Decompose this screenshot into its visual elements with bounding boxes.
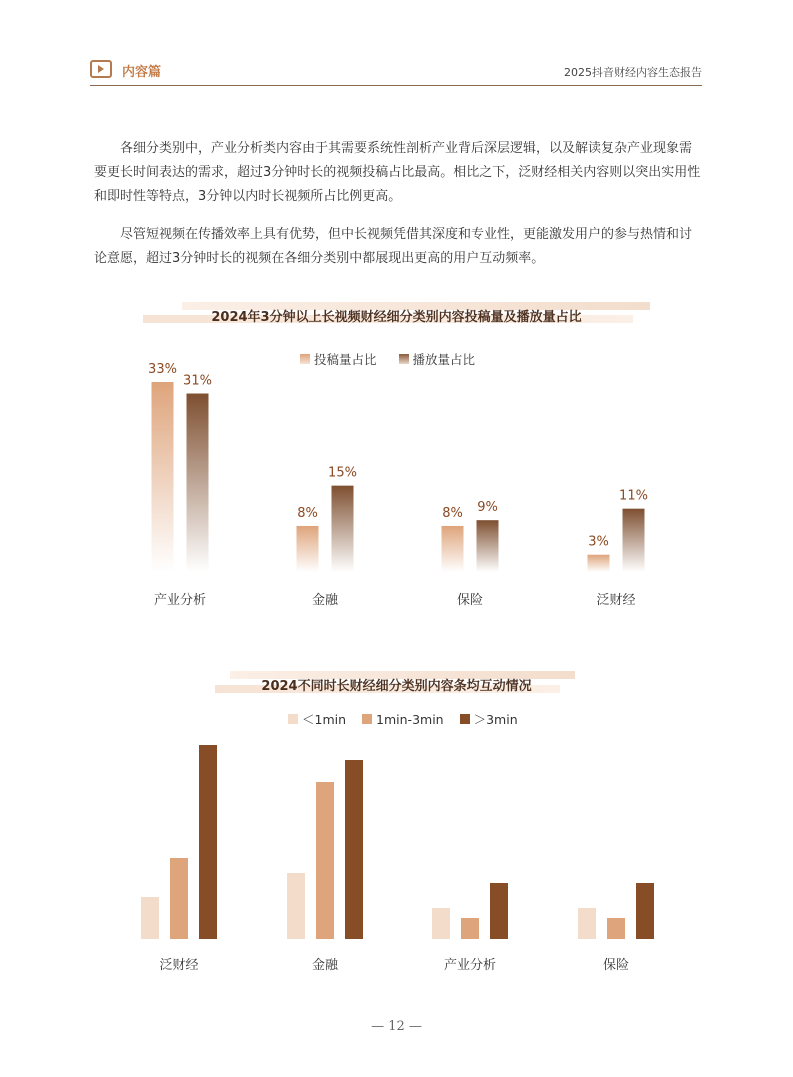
data-label: 31% bbox=[183, 373, 212, 389]
header-divider bbox=[90, 85, 702, 86]
bar bbox=[287, 873, 305, 939]
chart-1-bar-chart bbox=[0, 360, 793, 620]
data-label: 9% bbox=[477, 500, 498, 516]
chart-2-bar-chart bbox=[0, 730, 793, 980]
category-label: 泛财经 bbox=[596, 593, 636, 608]
bar bbox=[345, 760, 363, 939]
bar bbox=[490, 883, 508, 939]
data-label: 3% bbox=[588, 534, 609, 550]
bar bbox=[588, 555, 610, 572]
data-label: 33% bbox=[148, 362, 177, 377]
bar bbox=[187, 394, 209, 572]
category-label: 产业分析 bbox=[443, 958, 497, 973]
page-header bbox=[90, 58, 702, 86]
bar bbox=[199, 745, 217, 939]
bar bbox=[442, 526, 464, 572]
bar bbox=[461, 918, 479, 939]
category-label: 保险 bbox=[602, 958, 630, 973]
legend-label: 投稿量占比 bbox=[314, 352, 377, 367]
data-label: 15% bbox=[328, 465, 357, 481]
bar bbox=[477, 520, 499, 572]
paragraph-1: 各细分类别中，产业分析类内容由于其需要系统性剖析产业背后深层逻辑，以及解读复杂产业现象需要更长时间表达的需求，超过3分钟时长的视频投稿占比最高。相比之下，泛财经相关内容则以突出实用性和即时性等特点，3分钟以内时长视频所占比例更高。 bbox=[94, 141, 701, 204]
section-label: 内容篇 bbox=[122, 65, 162, 80]
bar bbox=[578, 908, 596, 939]
legend-label: ＜1min bbox=[302, 712, 347, 727]
bar bbox=[607, 918, 625, 939]
chart-1-title: 2024年3分钟以上长视频财经细分类别内容投稿量及播放量占比 bbox=[211, 310, 582, 325]
page-number: — 12 — bbox=[371, 1019, 422, 1034]
chart-2-legend bbox=[288, 710, 540, 728]
bar bbox=[432, 908, 450, 939]
legend-label: 播放量占比 bbox=[412, 352, 476, 367]
bar bbox=[141, 897, 159, 939]
category-label: 保险 bbox=[456, 593, 484, 608]
legend-label: 1min-3min bbox=[376, 711, 444, 727]
data-label: 11% bbox=[619, 488, 648, 504]
bar bbox=[170, 858, 188, 939]
bar bbox=[152, 382, 174, 572]
report-title: 2025抖音财经内容生态报告 bbox=[564, 66, 702, 79]
legend-swatch bbox=[288, 714, 298, 724]
category-label: 泛财经 bbox=[159, 958, 199, 973]
data-label: 8% bbox=[442, 505, 463, 521]
legend-item bbox=[362, 712, 444, 727]
legend-item bbox=[460, 710, 518, 728]
bar bbox=[623, 509, 645, 572]
category-label: 产业分析 bbox=[153, 593, 207, 608]
legend-swatch bbox=[362, 714, 372, 724]
bar bbox=[316, 782, 334, 939]
category-label: 金融 bbox=[311, 593, 339, 608]
data-label: 8% bbox=[297, 505, 318, 521]
bar bbox=[636, 883, 654, 939]
legend-swatch bbox=[460, 714, 470, 724]
chart-2-title: 2024不同时长财经细分类别内容条均互动情况 bbox=[261, 679, 532, 694]
bar bbox=[332, 486, 354, 572]
video-play-icon bbox=[90, 60, 112, 78]
bar bbox=[297, 526, 319, 572]
paragraph-2: 尽管短视频在传播效率上具有优势，但中长视频凭借其深度和专业性，更能激发用户的参与热情和讨论意愿，超过3分钟时长的视频在各细分类别中都展现出更高的用户互动频率。 bbox=[94, 227, 693, 266]
legend-label: ＞3min bbox=[473, 712, 518, 727]
legend-item bbox=[288, 710, 346, 728]
category-label: 金融 bbox=[311, 958, 339, 973]
